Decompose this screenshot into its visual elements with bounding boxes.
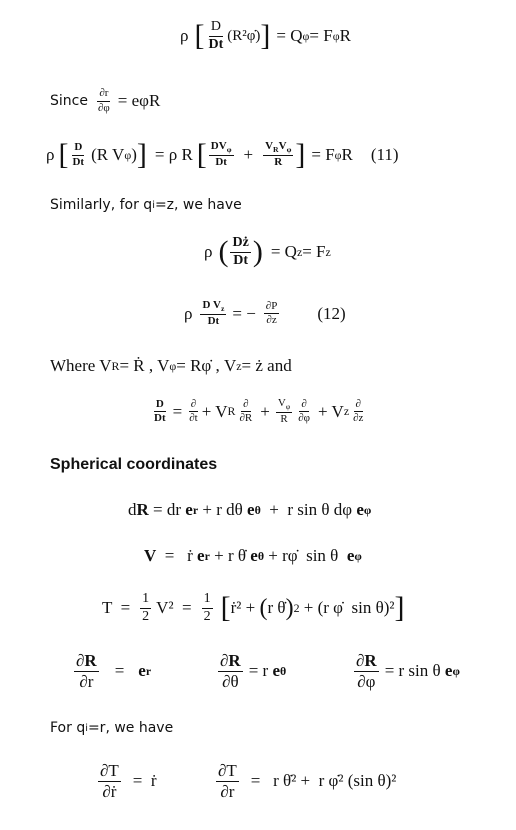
- r-squared-phi-dot: (R²φ̇): [227, 27, 261, 44]
- for-r-line: For q i =r, we have: [50, 720, 174, 736]
- partial-R-r: $\frac{\partial R}{\partial r}$ = e r: [76, 651, 152, 691]
- similarly-line: Similarly, for q i =z, we have: [50, 197, 242, 213]
- material-derivative-fraction: $\frac{D}{Dt}$: [208, 19, 224, 52]
- dr-dphi-fraction: $\frac{\partial r}{\partial\varphi}$: [97, 87, 110, 114]
- equation-number-12: (12): [317, 303, 346, 323]
- section-heading: Spherical coordinates: [50, 456, 218, 473]
- equation-dR: d R = dr e r + r dθ e θ + r sin θ dφ e φ: [128, 500, 372, 519]
- right-paren: ): [252, 235, 263, 269]
- left-paren: (: [218, 235, 229, 269]
- partial-R-theta: $\frac{\partial R}{\partial\theta}$ = r e θ: [220, 651, 287, 691]
- equation-12: ρ $\frac{D V_z}{Dt}$ = − $\frac{\partial P}{\partial z}$ (12): [184, 299, 346, 328]
- where-line: Where V R = Ṙ , V φ = Rφ̇ , V z = ż and: [50, 356, 292, 375]
- rho-symbol: ρ: [180, 26, 189, 46]
- equation-11: ρ [ $\frac{D}{Dt}$ (R V φ ) ] = ρ R [ $\frac{DV_\varphi}{Dt}$ + $\frac{V_RV_\varphi}{R}$ ] = F φ R (11): [46, 138, 399, 171]
- equation-V: V = ṙ e r + r θ̇ e θ + rφ̇ sin θ e φ: [144, 546, 362, 565]
- material-derivative-expansion: $\frac{D}{Dt}$ = $\frac{\partial}{\partial t}$ + V R $\frac{\partial}{\partial R}$ + $\frac{V_\varphi}{R}$ $\frac{\partial}{\partial\varphi}$ + V z $\frac{\partial}{\partial z}$: [154, 397, 364, 426]
- equation-top: ρ [ $\frac{D}{Dt}$ (R²φ̇) ] = Q φ = F φ R: [180, 19, 351, 53]
- partial-R-phi: $\frac{\partial R}{\partial\varphi}$ = r sin θ e φ: [356, 651, 460, 691]
- partial-T-rdot: $\frac{\partial T}{\text{∂ṙ}}$ = ṙ: [100, 761, 157, 801]
- since-line: Since $\frac{\partial r}{\partial\varphi}$ = e φ R: [50, 87, 161, 114]
- left-bracket: [: [194, 19, 205, 53]
- right-bracket: ]: [260, 19, 271, 53]
- since-label: Since: [50, 93, 88, 110]
- equation-z: ρ ( $\frac{Dż}{Dt}$ ) = Q z = F z: [204, 235, 331, 269]
- equation-number-11: (11): [370, 145, 399, 164]
- equation-T: T = $\frac{1}{2}$ V² = $\frac{1}{2}$ [ ṙ² + ( r θ̇ ) 2 + (r φ̇ sin θ)² ]: [102, 591, 405, 625]
- partial-T-r: $\frac{\partial T}{\partial r}$ = r θ̇² + r φ̇² (sin θ)²: [218, 761, 397, 801]
